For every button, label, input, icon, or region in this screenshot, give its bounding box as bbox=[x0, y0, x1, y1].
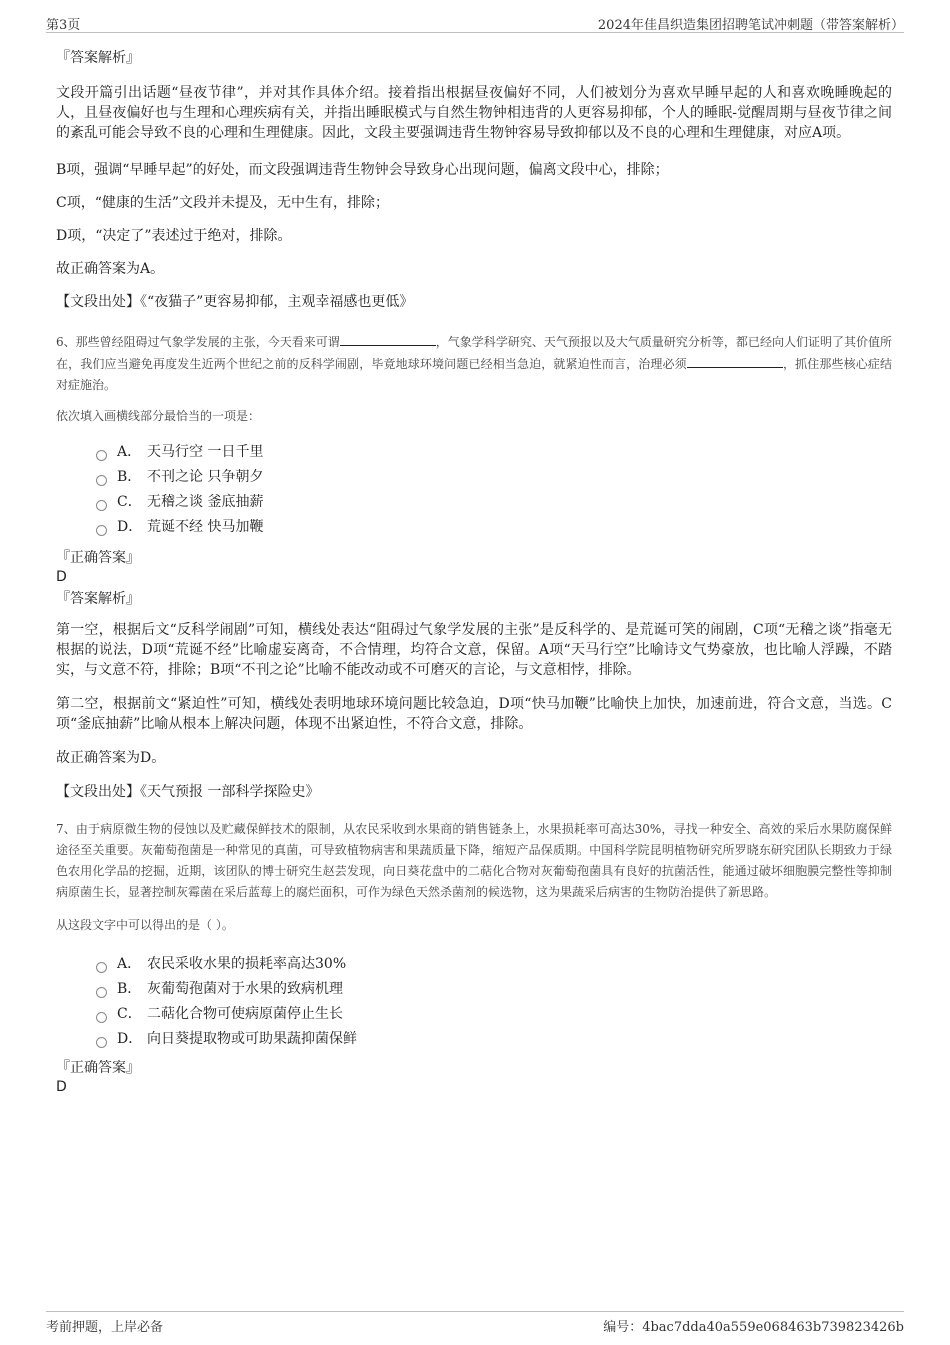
q6-analysis-paragraph: 第二空，根据前文“紧迫性”可知，横线处表明地球环境问题比较急迫，D项“快马加鞭”比喻快上加快，加速前进，符合文意，当选。C项“釜底抽薪”比喻从根本上解决问题，体现不出紧迫性，不符合文意，排除。 bbox=[56, 696, 892, 732]
q6-analysis-paragraph: 第一空，根据后文“反科学闹剧”可知，横线处表达“阻碍过气象学发展的主张”是反科学的、是荒诞可笑的闹剧，C项“无稽之谈”指毫无根据的说法，D项“荒诞不经”比喻虚妄离奇，不合情理，均符合文意，保留。A项“天马行空”比喻诗文气势豪放，也比喻人浮躁，不踏实，与文意不符，排除；B项“不刊之论”比喻不能改动或不可磨灭的言论，与文意相悖，排除。 bbox=[56, 622, 892, 678]
q5-analysis-paragraph: D项，“决定了”表述过于绝对，排除。 bbox=[56, 228, 292, 244]
page-number: 第3页 bbox=[46, 18, 81, 33]
q7-options bbox=[56, 952, 892, 1052]
page-content bbox=[56, 44, 892, 1096]
q7-stem: 7、由于病原微生物的侵蚀以及贮藏保鲜技术的限制，从农民采收到水果商的销售链条上，水果损耗率可高达30%，寻找一种安全、高效的采后水果防腐保鲜途径至关重要。灰葡萄孢菌是一种常见的真菌，可导致植物病害和果蔬质量下降，缩短产品保质期。中国科学院昆明植物研究所罗晓东研究团队长期致力于绿色农用化学品的挖掘，近期，该团队的博士研究生赵芸发现，向日葵花盘中的二萜化合物对灰葡萄孢菌具有良好的抗菌活性，能通过破坏细胞膜完整性等抑制病原菌生长，显著控制灰霉菌在采后蓝莓上的腐烂面积，可作为绿色天然杀菌剂的候选物，这为果蔬采后病害的生物防治提供了新思路。 bbox=[56, 822, 892, 899]
q6-option-c[interactable]: C． 无稽之谈 釜底抽薪 bbox=[96, 490, 892, 515]
q6-source: 【文段出处】《天气预报 一部科学探险史》 bbox=[56, 784, 320, 800]
q5-source: 【文段出处】《“夜猫子”更容易抑郁，主观幸福感也更低》 bbox=[56, 294, 414, 310]
radio-icon[interactable] bbox=[96, 987, 107, 998]
q6-option-b[interactable]: B． 不刊之论 只争朝夕 bbox=[96, 465, 892, 490]
radio-icon[interactable] bbox=[96, 1012, 107, 1023]
q5-analysis-label: 『答案解析』 bbox=[56, 50, 140, 66]
fill-blank bbox=[340, 331, 436, 346]
page-footer bbox=[46, 1311, 904, 1334]
q6-stem: 6、那些曾经阻碍过气象学发展的主张，今天看来可谓 ，气象学科学研究、天气预报以及大气质量研究分析等，都已经向人们证明了其价值所在，我们应当避免再度发生近两个世纪之前的反科学闹剧，毕竟地球环境问题已经相当急迫，就紧迫性而言，治理必须 ，抓住那些核心症结对症施治。 bbox=[56, 331, 892, 396]
q6-options bbox=[56, 440, 892, 540]
q6-correct-answer: D bbox=[56, 569, 67, 585]
radio-icon[interactable] bbox=[96, 500, 107, 511]
q7-prompt: 从这段文字中可以得出的是（ ）。 bbox=[56, 918, 234, 932]
radio-icon[interactable] bbox=[96, 450, 107, 461]
footer-slogan: 考前押题，上岸必备 bbox=[46, 1320, 164, 1335]
document-title: 2024年佳昌织造集团招聘笔试冲刺题（带答案解析） bbox=[597, 18, 904, 33]
document-code: 编号：4bac7dda40a559e068463b739823426b bbox=[603, 1320, 904, 1335]
radio-icon[interactable] bbox=[96, 962, 107, 973]
q6-option-a[interactable]: A． 天马行空 一日千里 bbox=[96, 440, 892, 465]
q7-option-a[interactable]: A． 农民采收水果的损耗率高达30% bbox=[96, 952, 892, 977]
q7-option-d[interactable]: D． 向日葵提取物或可助果蔬抑菌保鲜 bbox=[96, 1027, 892, 1052]
fill-blank bbox=[687, 353, 783, 368]
page-header bbox=[46, 12, 904, 33]
radio-icon[interactable] bbox=[96, 1037, 107, 1048]
q6-option-d[interactable]: D． 荒诞不经 快马加鞭 bbox=[96, 515, 892, 540]
q7-correct-answer: D bbox=[56, 1079, 67, 1095]
q6-analysis-label: 『答案解析』 bbox=[56, 591, 140, 607]
q6-prompt: 依次填入画横线部分最恰当的一项是： bbox=[56, 409, 261, 423]
q7-option-b[interactable]: B． 灰葡萄孢菌对于水果的致病机理 bbox=[96, 977, 892, 1002]
radio-icon[interactable] bbox=[96, 525, 107, 536]
q5-answer-statement: 故正确答案为A。 bbox=[56, 261, 165, 277]
q5-analysis-paragraph: 文段开篇引出话题“昼夜节律”，并对其作具体介绍。接着指出根据昼夜偏好不同，人们被划分为喜欢早睡早起的人和喜欢晚睡晚起的人，且昼夜偏好也与生理和心理疾病有关，并指出睡眠模式与自然生物钟相违背的人更容易抑郁，个人的睡眠-觉醒周期与昼夜节律之间的紊乱可能会导致不良的心理和生理健康。因此，文段主要强调违背生物钟容易导致抑郁以及不良的心理和生理健康，对应A项。 bbox=[56, 85, 892, 141]
q7-option-c[interactable]: C． 二萜化合物可使病原菌停止生长 bbox=[96, 1002, 892, 1027]
q6-answer-statement: 故正确答案为D。 bbox=[56, 750, 166, 766]
q5-analysis-paragraph: B项，强调“早睡早起”的好处，而文段强调违背生物钟会导致身心出现问题，偏离文段中心，排除； bbox=[56, 162, 669, 178]
radio-icon[interactable] bbox=[96, 475, 107, 486]
q7-correct-label: 『正确答案』 bbox=[56, 1060, 140, 1076]
q5-analysis-paragraph: C项，“健康的生活”文段并未提及，无中生有，排除； bbox=[56, 195, 390, 211]
q6-correct-label: 『正确答案』 bbox=[56, 550, 140, 566]
